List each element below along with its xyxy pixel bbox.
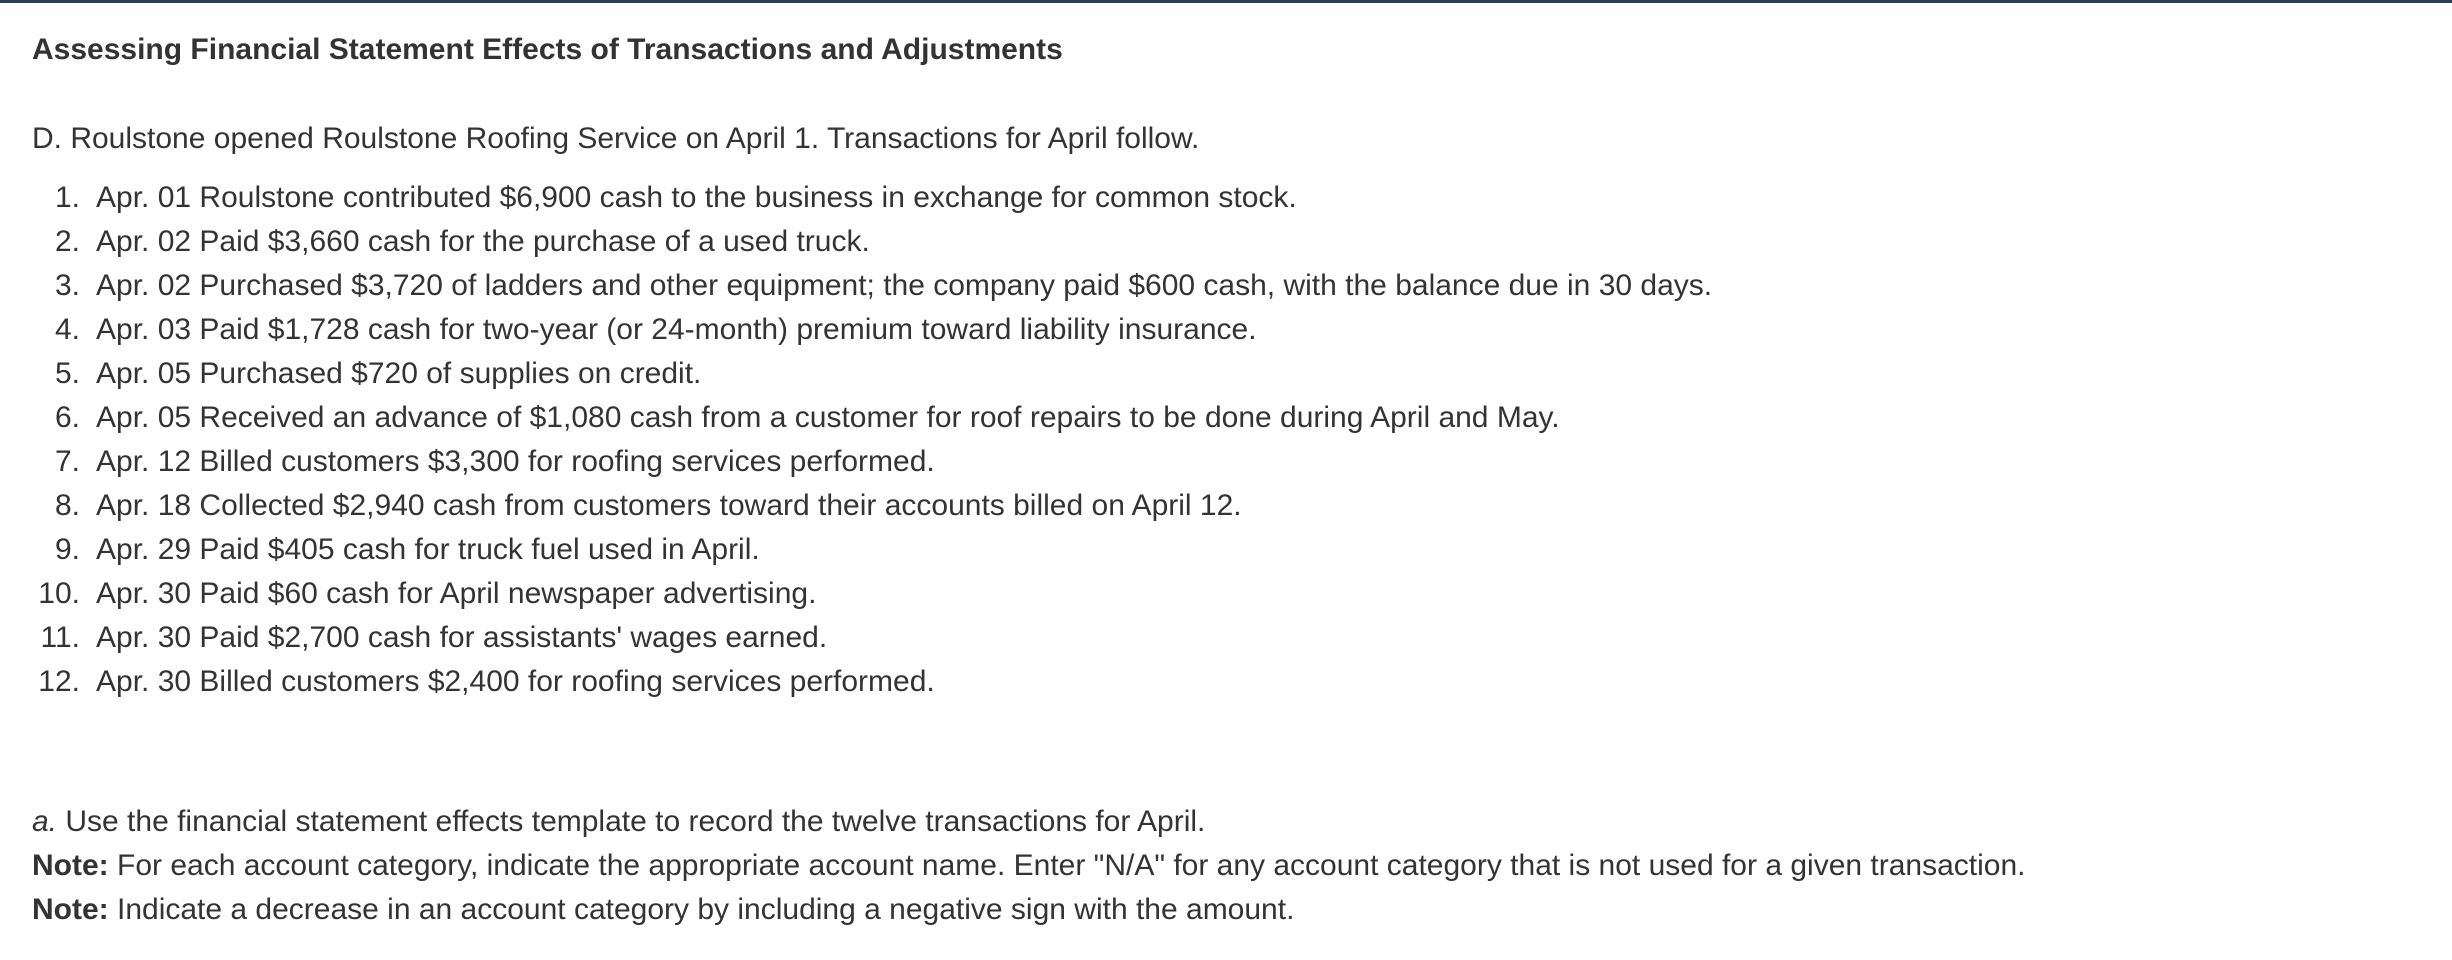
item-text: Apr. 30 Paid $60 cash for April newspaper advertising. [96, 577, 817, 610]
problem-content [32, 30, 2422, 926]
list-item [32, 440, 1712, 484]
item-number: 5. [54, 357, 80, 390]
list-item [32, 176, 1712, 220]
list-item [32, 660, 1712, 704]
item-number: 11. [40, 621, 80, 654]
item-text: Apr. 03 Paid $1,728 cash for two-year (or 24-month) premium toward liability insurance. [96, 313, 1257, 346]
item-text: Apr. 05 Received an advance of $1,080 cash from a customer for roof repairs to be done during April and May. [96, 401, 1560, 434]
item-text: Apr. 05 Purchased $720 of supplies on credit. [96, 357, 702, 390]
item-text: Apr. 18 Collected $2,940 cash from customers toward their accounts billed on April 12. [96, 489, 1242, 522]
list-item [32, 308, 1712, 352]
item-text: Apr. 12 Billed customers $3,300 for roofing services performed. [96, 445, 935, 478]
note-1 [32, 844, 2025, 888]
item-number: 3. [54, 269, 80, 302]
item-number: 1. [54, 181, 80, 214]
item-text: Apr. 02 Purchased $3,720 of ladders and other equipment; the company paid $600 cash, with the balance due in 30 days. [96, 269, 1713, 302]
problem-title: Assessing Financial Statement Effects of Transactions and Adjustments [32, 33, 1063, 66]
item-number: 7. [54, 445, 80, 478]
note-1-label: Note: [32, 849, 109, 882]
item-text: Apr. 29 Paid $405 cash for truck fuel used in April. [96, 533, 760, 566]
note-2-text: Indicate a decrease in an account category by including a negative sign with the amount. [108, 893, 1295, 926]
part-a-instruction [32, 800, 2025, 844]
list-item [32, 396, 1712, 440]
list-item [32, 572, 1712, 616]
item-number: 4. [54, 313, 80, 346]
list-item [32, 528, 1712, 572]
item-number: 8. [54, 489, 80, 522]
top-border [0, 0, 2452, 3]
list-item [32, 484, 1712, 528]
list-item [32, 352, 1712, 396]
transaction-list [32, 176, 1712, 704]
part-a-label: a. [32, 805, 58, 838]
item-number: 6. [54, 401, 80, 434]
item-number: 10. [38, 577, 80, 610]
item-text: Apr. 30 Paid $2,700 cash for assistants' wages earned. [96, 621, 828, 654]
note-2-label: Note: [32, 893, 109, 926]
part-a-instruction-text: Use the financial statement effects template to record the twelve transactions for April. [57, 805, 1206, 838]
problem-intro: D. Roulstone opened Roulstone Roofing Service on April 1. Transactions for April follow. [32, 122, 1200, 155]
note-2 [32, 888, 2025, 932]
item-text: Apr. 01 Roulstone contributed $6,900 cash to the business in exchange for common stock. [96, 181, 1297, 214]
item-text: Apr. 30 Billed customers $2,400 for roofing services performed. [96, 665, 935, 698]
part-a-section [32, 800, 2025, 932]
list-item [32, 616, 1712, 660]
list-item [32, 264, 1712, 308]
item-number: 9. [54, 533, 80, 566]
item-text: Apr. 02 Paid $3,660 cash for the purchase of a used truck. [96, 225, 870, 258]
item-number: 12. [38, 665, 80, 698]
note-1-text: For each account category, indicate the appropriate account name. Enter "N/A" for any account category that is not used for a given transaction. [108, 849, 2026, 882]
list-item [32, 220, 1712, 264]
item-number: 2. [54, 225, 80, 258]
